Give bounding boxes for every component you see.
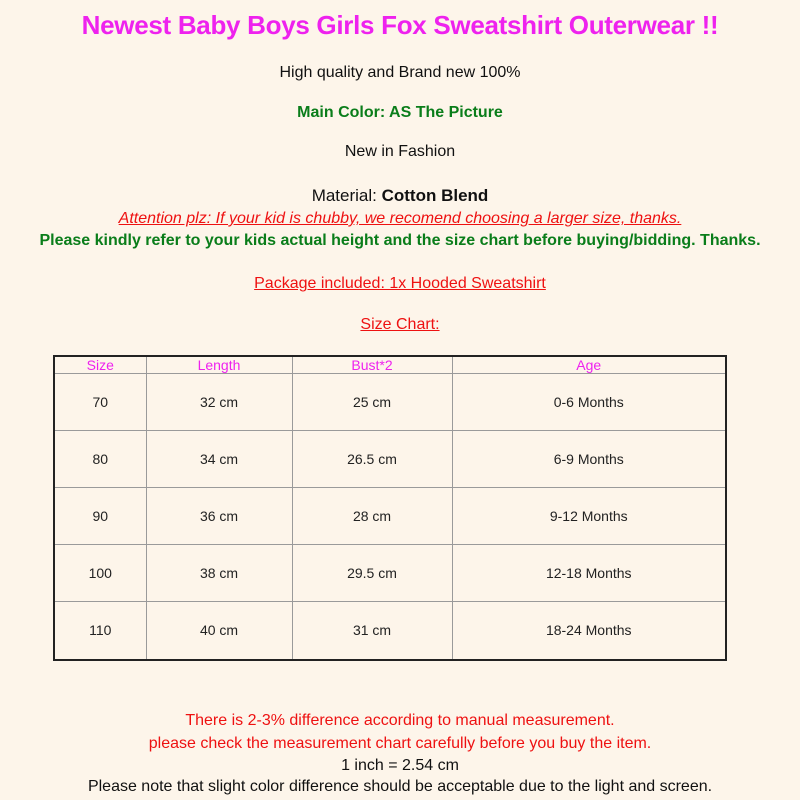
cell-bust: 31 cm bbox=[292, 601, 452, 660]
main-color-line: Main Color: AS The Picture bbox=[297, 104, 503, 121]
table-row bbox=[54, 374, 726, 431]
size-chart-table bbox=[53, 355, 727, 661]
material-value: Cotton Blend bbox=[381, 186, 489, 205]
cell-age: 12-18 Months bbox=[452, 544, 726, 601]
material-line bbox=[0, 186, 800, 206]
header-age: Age bbox=[452, 356, 726, 374]
cell-bust: 28 cm bbox=[292, 487, 452, 544]
size-chart-label: Size Chart: bbox=[360, 316, 440, 333]
cell-age: 9-12 Months bbox=[452, 487, 726, 544]
cell-bust: 25 cm bbox=[292, 374, 452, 431]
cell-age: 0-6 Months bbox=[452, 374, 726, 431]
quality-line: High quality and Brand new 100% bbox=[279, 64, 521, 81]
check-note: please check the measurement chart carefully before you buy the item. bbox=[148, 735, 652, 752]
table-row bbox=[54, 487, 726, 544]
table-row bbox=[54, 430, 726, 487]
inch-conversion: 1 inch = 2.54 cm bbox=[341, 757, 459, 774]
header-bust: Bust*2 bbox=[292, 356, 452, 374]
refer-note-line: Please kindly refer to your kids actual height and the size chart before buying/bidding. Thanks. bbox=[39, 232, 761, 249]
cell-length: 38 cm bbox=[146, 544, 292, 601]
package-line: Package included: 1x Hooded Sweatshirt bbox=[254, 275, 546, 292]
cell-age: 18-24 Months bbox=[452, 601, 726, 660]
cell-length: 32 cm bbox=[146, 374, 292, 431]
header-length: Length bbox=[146, 356, 292, 374]
new-in-fashion-line: New in Fashion bbox=[344, 143, 456, 160]
material-label: Material: bbox=[311, 186, 382, 205]
difference-note: There is 2-3% difference according to manual measurement. bbox=[185, 712, 615, 729]
attention-line: Attention plz: If your kid is chubby, we recomend choosing a larger size, thanks. bbox=[118, 210, 682, 227]
page-title: Newest Baby Boys Girls Fox Sweatshirt Outerwear !! bbox=[81, 10, 719, 40]
table-row bbox=[54, 544, 726, 601]
cell-size: 90 bbox=[54, 487, 146, 544]
color-difference-note: Please note that slight color difference should be acceptable due to the light and screen. bbox=[87, 778, 713, 795]
cell-age: 6-9 Months bbox=[452, 430, 726, 487]
cell-length: 40 cm bbox=[146, 601, 292, 660]
table-row bbox=[54, 601, 726, 660]
cell-size: 70 bbox=[54, 374, 146, 431]
cell-bust: 29.5 cm bbox=[292, 544, 452, 601]
cell-length: 36 cm bbox=[146, 487, 292, 544]
cell-size: 100 bbox=[54, 544, 146, 601]
cell-bust: 26.5 cm bbox=[292, 430, 452, 487]
cell-length: 34 cm bbox=[146, 430, 292, 487]
cell-size: 110 bbox=[54, 601, 146, 660]
table-header-row bbox=[54, 356, 726, 374]
cell-size: 80 bbox=[54, 430, 146, 487]
header-size: Size bbox=[54, 356, 146, 374]
